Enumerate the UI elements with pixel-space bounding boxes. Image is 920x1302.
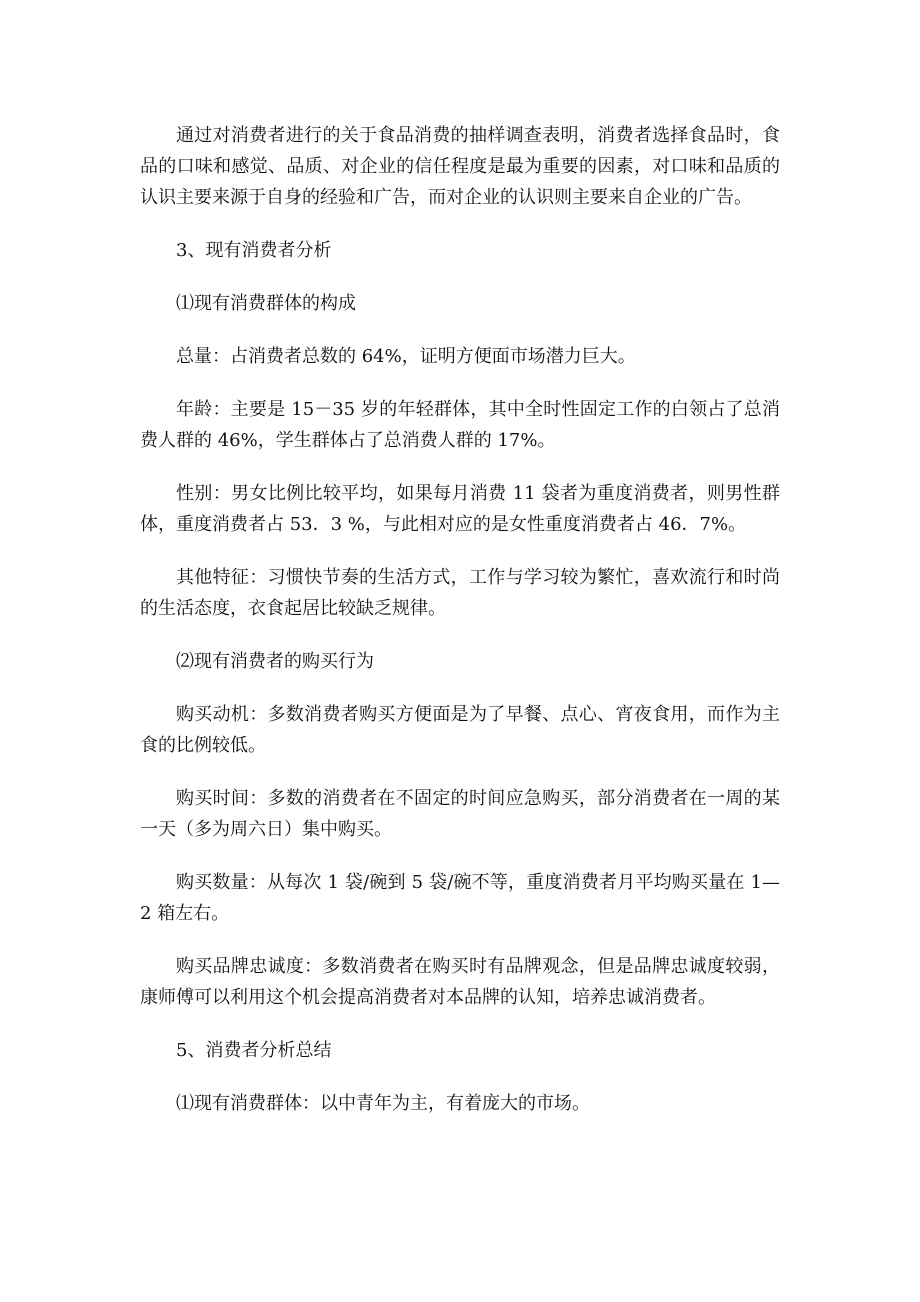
other-features-paragraph: 其他特征：习惯快节奏的生活方式，工作与学习较为繁忙，喜欢流行和时尚的生活态度，衣食起居比较缺乏规律。 — [140, 567, 780, 619]
purchase-time-paragraph: 购买时间：多数的消费者在不固定的时间应急购买，部分消费者在一周的某一天（多为周六日）集中购买。 — [140, 788, 780, 840]
subsection-heading-purchase-behavior: ⑵现有消费者的购买行为 — [176, 651, 374, 672]
gender-paragraph: 性别：男女比例比较平均，如果每月消费 11 袋者为重度消费者，则男性群体，重度消费者占 53．3 %，与此相对应的是女性重度消费者占 46．7%。 — [140, 483, 780, 535]
total-paragraph: 总量：占消费者总数的 64%，证明方便面市场潜力巨大。 — [176, 346, 636, 367]
brand-loyalty-paragraph: 购买品牌忠诚度：多数消费者在购买时有品牌观念，但是品牌忠诚度较弱，康师傅可以利用这个机会提高消费者对本品牌的认知，培养忠诚消费者。 — [140, 956, 780, 1008]
intro-paragraph: 通过对消费者进行的关于食品消费的抽样调查表明，消费者选择食品时，食品的口味和感觉、品质、对企业的信任程度是最为重要的因素，对口味和品质的认识主要来源于自身的经验和广告，而对企业的认识则主要来自企业的广告。 — [140, 125, 780, 208]
summary-item-paragraph: ⑴现有消费群体：以中青年为主，有着庞大的市场。 — [176, 1093, 590, 1114]
subsection-heading-group-composition: ⑴现有消费群体的构成 — [176, 293, 356, 314]
age-paragraph: 年龄：主要是 15－35 岁的年轻群体，其中全时性固定工作的白领占了总消费人群的 46%，学生群体占了总消费人群的 17%。 — [140, 399, 780, 451]
purchase-motive-paragraph: 购买动机：多数消费者购买方便面是为了早餐、点心、宵夜食用，而作为主食的比例较低。 — [140, 704, 780, 756]
section-heading-consumer-analysis: 3、现有消费者分析 — [176, 240, 332, 261]
document-body — [140, 120, 780, 1119]
section-heading-summary: 5、消费者分析总结 — [176, 1040, 332, 1061]
purchase-quantity-paragraph: 购买数量：从每次 1 袋/碗到 5 袋/碗不等，重度消费者月平均购买量在 1—2 箱左右。 — [140, 872, 780, 924]
